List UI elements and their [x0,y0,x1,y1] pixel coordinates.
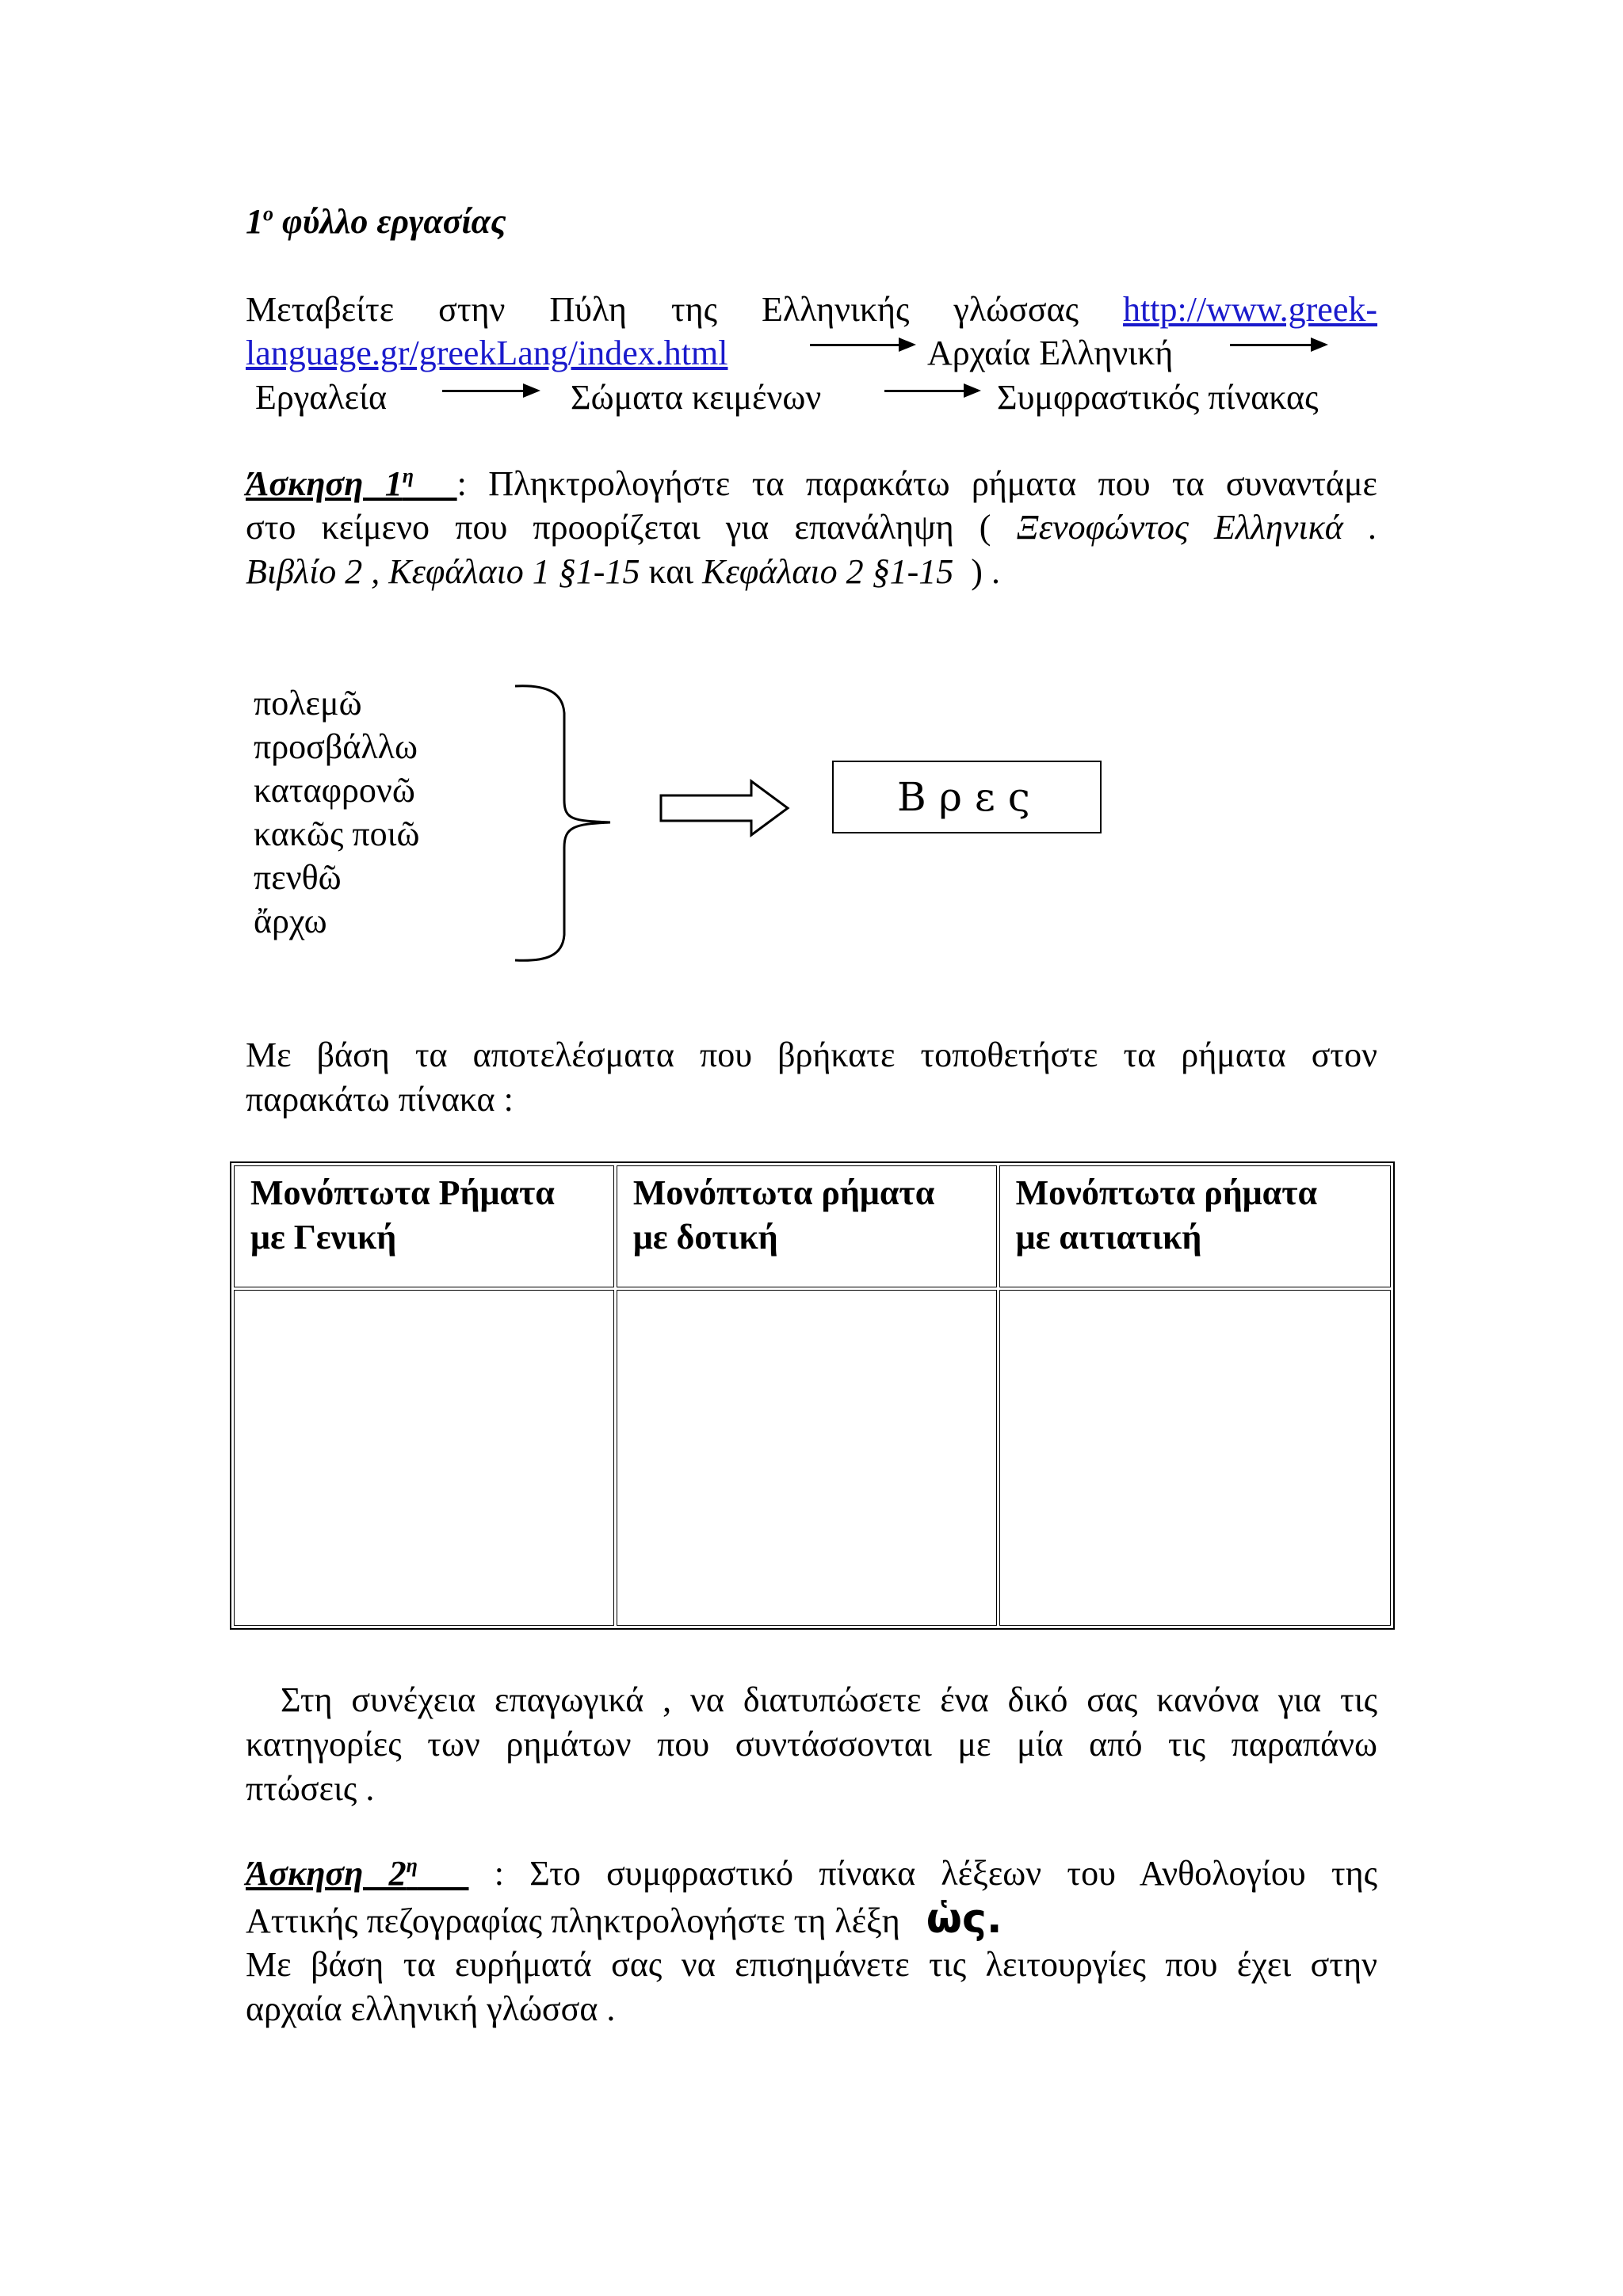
rule-line-1: Στη συνέχεια επαγωγικά , να διατυπώσετε ένα δικό σας κανόνα για τις [281,1680,1377,1719]
worksheet-title [246,200,506,244]
exercise2-line-2 [246,1897,1002,1943]
intro-text: Μεταβείτε στην Πύλη της Ελληνικής γλώσσας [246,290,1079,329]
verb-item: καταφρονῶ [254,771,415,810]
exercise1-instruction: Πληκτρολογήστε τα παρακάτω ρήματα που τα συναντάμε [488,464,1378,503]
verb-item: πενθῶ [254,858,342,897]
instruction-line-1: Με βάση τα αποτελέσματα που βρήκατε τοποθετήστε τα ρήματα στον [246,1035,1377,1074]
verb-item: προσβάλλω [254,727,418,766]
exercise1-instruction-cont: στο κείμενο που προορίζεται για επανάληψη ( [246,508,991,547]
exercise1-colon: : [456,464,467,503]
path-step-concordance: Συμφραστικός πίνακας [997,378,1319,417]
exercise1-book-ref: Βιβλίο 2 , Κεφάλαιο 1 §1-15 [246,552,640,591]
arrow-right-icon [810,344,913,346]
exercise2-line-3: Με βάση τα ευρήματά σας να επισημάνετε τις λειτουργίες που έχει στην [246,1945,1377,1984]
path-step-corpora: Σώματα κειμένων [571,378,822,417]
intro-line-1 [246,288,1377,332]
hollow-arrow-icon [658,776,792,840]
title-text: φύλλο εργασίας [282,202,506,241]
exercise1-line-3 [246,550,1000,594]
portal-link-part-1[interactable]: http://www.greek- [1123,290,1378,329]
exercise1-line-end: ) . [971,552,1000,591]
exercise1-chapter-ref: Κεφάλαιο 2 §1-15 [702,552,954,591]
curly-brace-icon [507,681,618,967]
title-number: 1 [246,202,263,241]
exercise2-instruction-cont: Αττικής πεζογραφίας πληκτρολογήστε τη λέξη [246,1901,900,1940]
exercise2-keyword: ὡς. [926,1895,1002,1943]
path-step-ancient-greek: Αρχαία Ελληνική [927,334,1174,372]
table-cell-accusative[interactable] [999,1290,1391,1626]
arrow-right-icon [442,390,537,392]
arrow-right-icon [884,390,978,392]
exercise2-line-4: αρχαία ελληνική γλώσσα . [246,1989,616,2028]
exercise2-line-1 [246,1852,1377,1896]
exercise1-line-2 [246,505,1377,550]
exercise2-instruction: : Στο συμφραστικό πίνακα λέξεων του Ανθολογίου της [494,1854,1378,1893]
rule-line-2: κατηγορίες των ρημάτων που συντάσσονται με μία από τις παραπάνω [246,1725,1377,1764]
title-superscript: ο [263,202,273,225]
exercise1-line-1 [246,462,1377,506]
portal-link-part-2[interactable]: language.gr/greekLang/index.html [246,334,728,372]
verb-list [254,681,419,943]
exercise2-label: Άσκηση $2^\eta$ [246,1854,418,1893]
path-step-tools: Εργαλεία [255,378,388,417]
find-box [832,761,1102,833]
table-header-dative: Μονόπτωτα ρήματα με δοτική [617,1165,997,1287]
exercise1-source: Ξενοφώντος Ελληνικά . [1016,508,1377,547]
table-row [234,1290,1391,1626]
find-box-label: Β ρ ε ς [897,774,1030,820]
verb-item: ἄρχω [254,902,327,940]
verb-item: κακῶς ποιῶ [254,814,420,853]
exercise1-and: και [648,552,694,591]
instruction-line-2: παρακάτω πίνακα : [246,1080,514,1119]
table-header-row [234,1165,1391,1287]
exercise1-label: Άσκηση $1^\eta$ [246,464,414,503]
rule-line-3: πτώσεις . [246,1769,375,1808]
table-cell-dative[interactable] [617,1290,997,1626]
table-header-genitive: Μονόπτωτα Ρήματα με Γενική [234,1165,614,1287]
table-cell-genitive[interactable] [234,1290,614,1626]
table-header-accusative: Μονόπτωτα ρήματα με αιτιατική [999,1165,1391,1287]
verb-classification-table [230,1161,1395,1630]
verb-item: πολεμῶ [254,684,362,723]
arrow-right-icon [1230,344,1325,346]
